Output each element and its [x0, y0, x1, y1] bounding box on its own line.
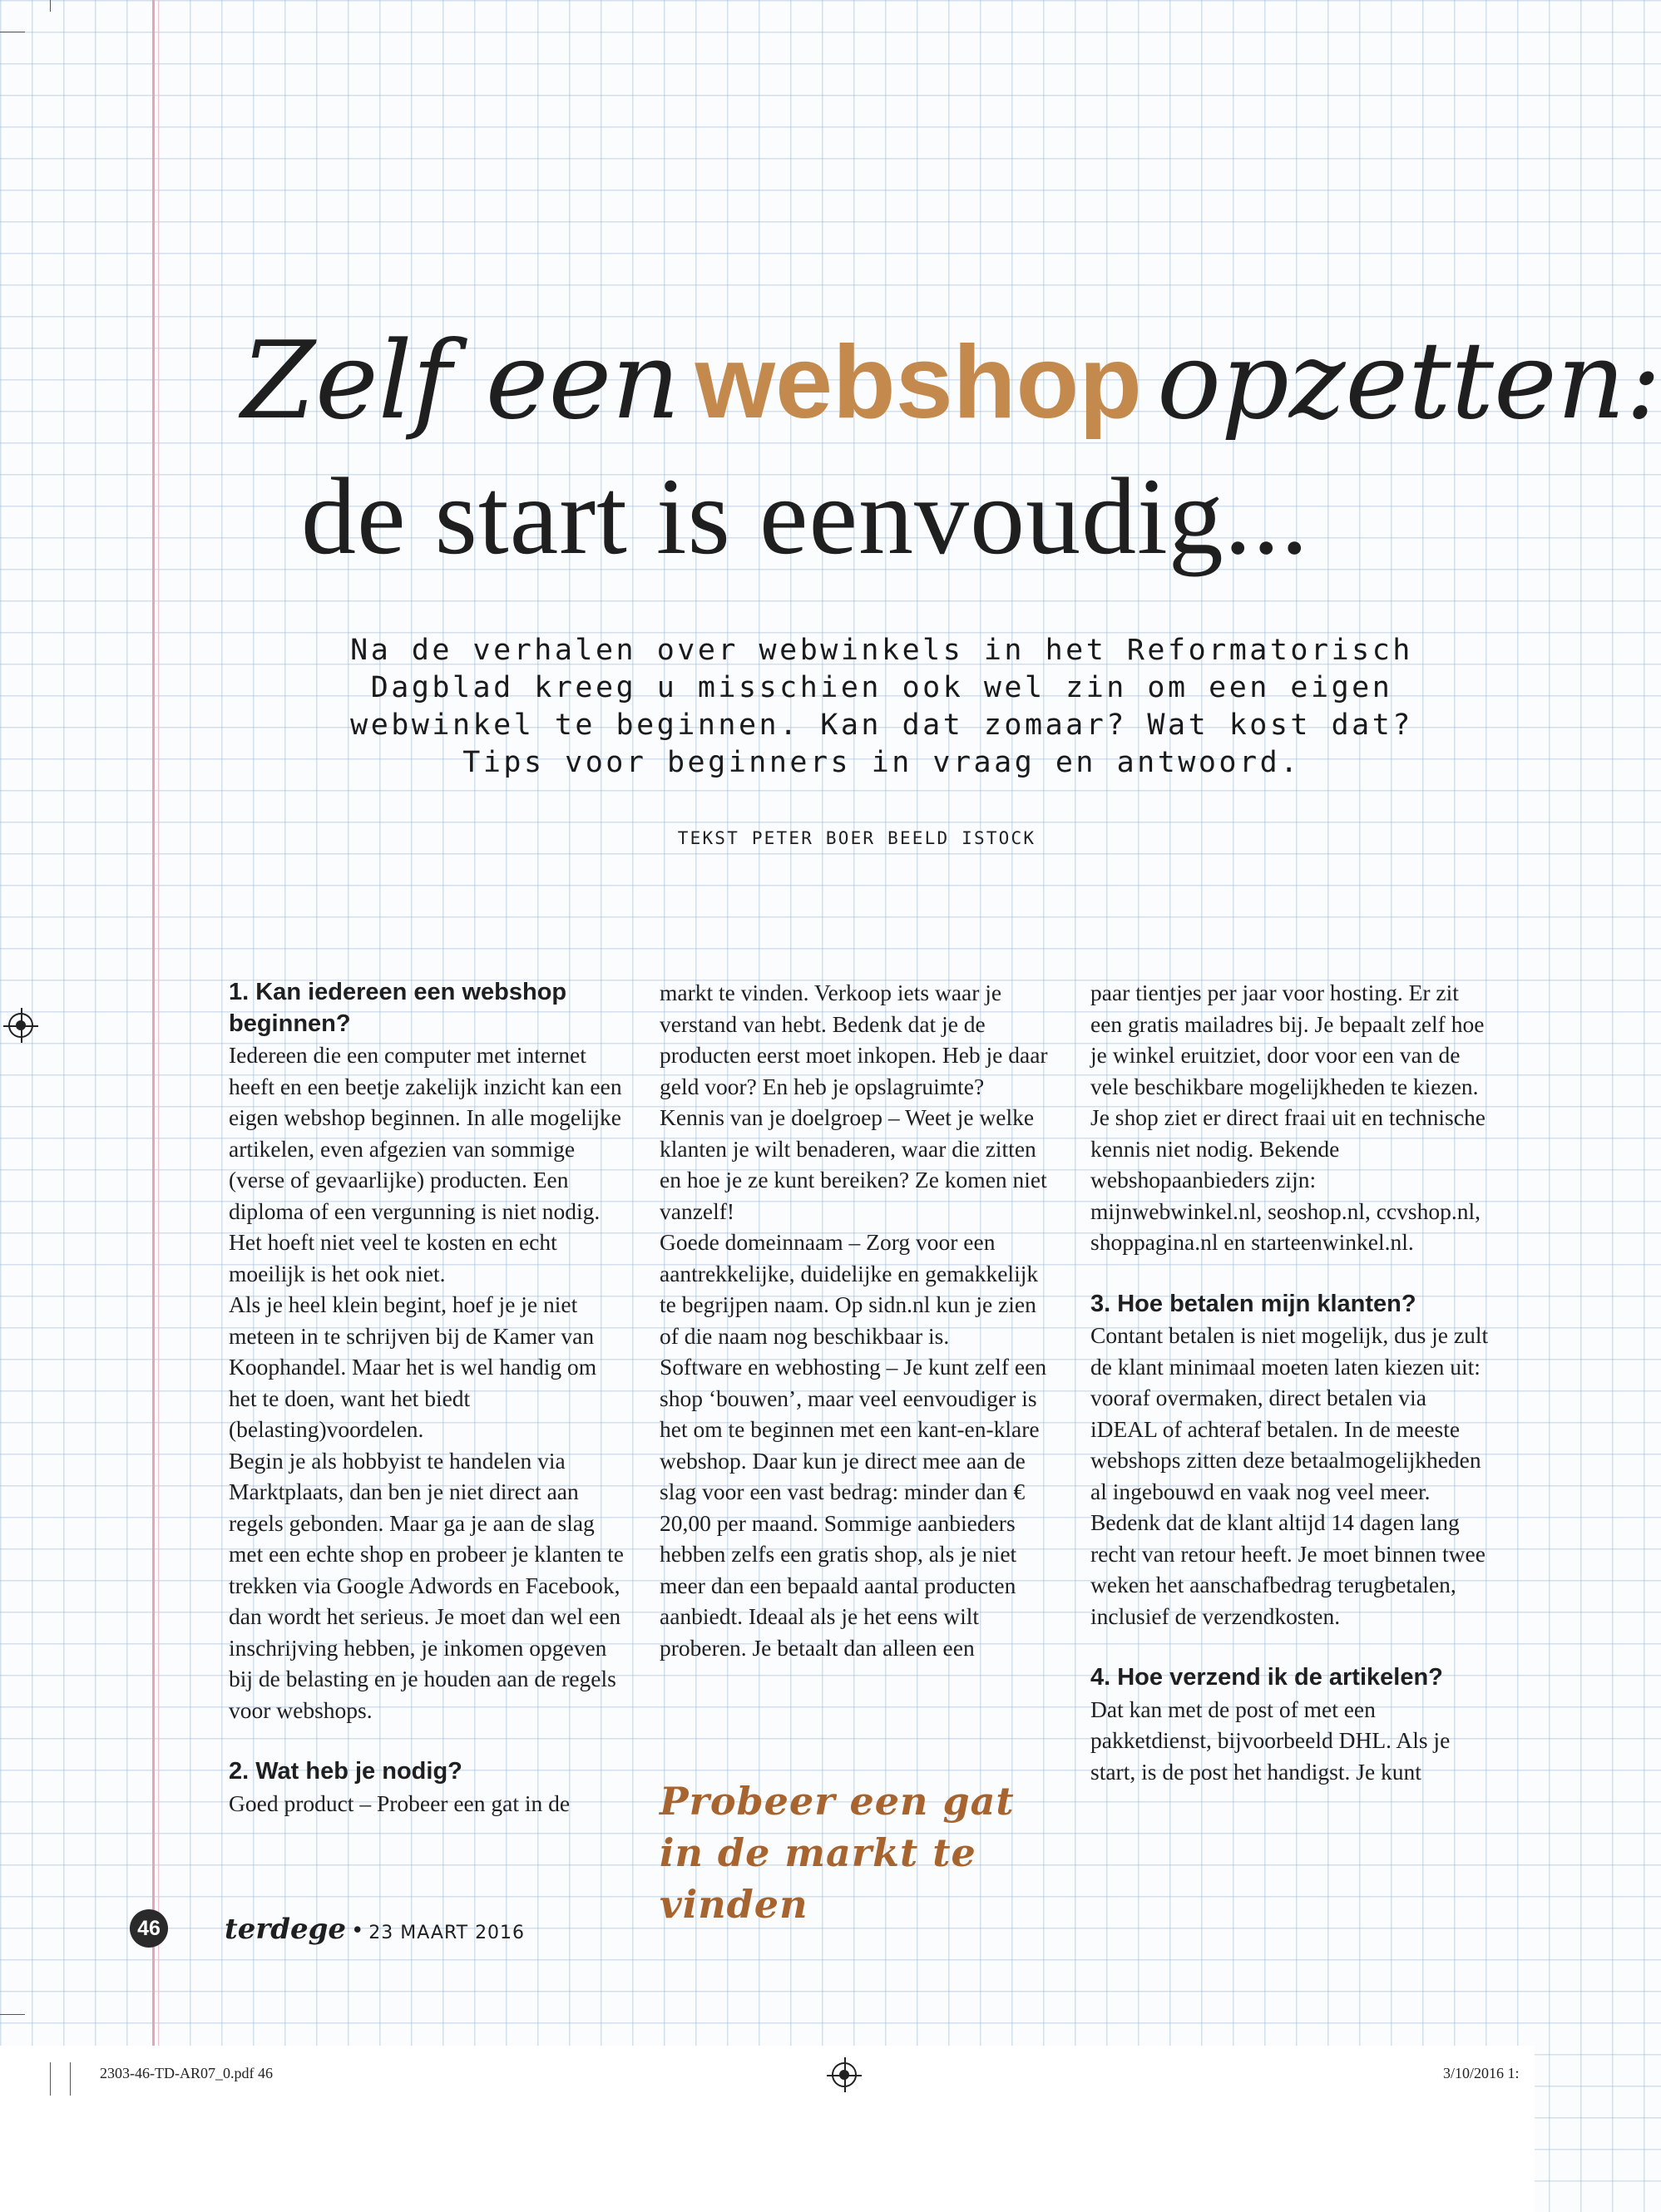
question-2-paragraph-6: paar tientjes per jaar voor hosting. Er zit een gratis mailadres bij. Je bepaalt zelf hoe je winkel eruitziet, door voor een van de vele beschikbare mogelijkheden te kiezen. Je shop ziet er direct fraai uit en technische kennis niet nodig. Bekende webshopaanbieders zijn: mijnwebwinkel.nl, seoshop.nl, ccvshop.nl, shoppagina.nl en starteenwinkel.nl. [1090, 980, 1486, 1255]
article-column-3 [1090, 977, 1490, 1787]
question-1-heading: 1. Kan iedereen een webshop beginnen? [229, 979, 567, 1037]
question-2-heading: 2. Wat heb je nodig? [229, 1758, 462, 1785]
article-credit: TEKST PETER BOER BEELD ISTOCK [677, 828, 1036, 848]
crop-mark [50, 2062, 51, 2096]
crop-mark [0, 2014, 25, 2015]
page-number-badge: 46 [130, 1909, 168, 1948]
article-column-2 [660, 977, 1059, 1663]
article-column-1 [229, 977, 628, 1819]
registration-mark-icon [8, 1013, 33, 1038]
notebook-margin-line [152, 0, 155, 2046]
question-2-paragraph-2: markt te vinden. Verkoop iets waar je verstand van hebt. Bedenk dat je de producten eerst moet inkopen. Heb je daar geld voor? En heb je opslagruimte? [660, 980, 1048, 1099]
crop-mark [50, 0, 51, 12]
headline-part-2: opzetten: [1156, 319, 1661, 443]
question-3-heading: 3. Hoe betalen mijn klanten? [1090, 1290, 1416, 1317]
headline-line-2: de start is eenvoudig... [301, 455, 1309, 577]
crop-mark [70, 2062, 71, 2096]
question-1-paragraph-1: Iedereen die een computer met internet heeft en een beetje zakelijk inzicht kan een eigen webshop beginnen. In alle mogelijke artikelen, even afgezien van sommige (verse of gevaarlijke) producten. Een diploma of een vergunning is niet nodig. Het hoeft niet veel te kosten en echt moeilijk is het ook niet. [229, 1042, 622, 1286]
folio-separator: • [353, 1914, 363, 1944]
pull-quote: Probeer een gat in de markt te vinden [660, 1779, 1015, 1927]
folio [225, 1913, 525, 1946]
headline-part-1: Zelf een [241, 319, 680, 443]
magazine-name: terdege [225, 1913, 347, 1946]
registration-mark-icon [832, 2062, 857, 2087]
question-4-heading: 4. Hoe verzend ik de artikelen? [1090, 1664, 1443, 1691]
headline-line-1 [241, 319, 1661, 443]
issue-date: 23 MAART 2016 [368, 1923, 526, 1943]
question-1-paragraph-3: Begin je als hobbyist te handelen via Marktplaats, dan ben je niet direct aan regels gebonden. Maar ga je aan de slag met een echte shop en probeer je klanten te trekken via Google Adwords en Facebook, dan wordt het serieus. Je moet dan wel een inschrijving hebben, je inkomen opgeven bij de belasting en je houden aan de regels voor webshops. [229, 1447, 624, 1723]
question-3-paragraph: Contant betalen is niet mogelijk, dus je zult de klant minimaal moeten laten kiezen uit: vooraf overmaken, direct betalen via iDEAL of achteraf betalen. In de meeste webshops zitten deze betaalmogelijkheden al ingebouwd en vaak nog veel meer. Bedenk dat de klant altijd 14 dagen lang recht van retour heeft. Je moet binnen twee weken het aanschafbedrag terugbetalen, inclusief de verzendkosten. [1090, 1322, 1489, 1629]
question-2-paragraph-5: Software en webhosting – Je kunt zelf een shop ‘bouwen’, maar veel eenvoudiger is het om te beginnen met een kant-en-klare webshop. Daar kun je direct mee aan de slag voor een vast bedrag: minder dan € 20,00 per maand. Sommige aanbieders hebben zelfs een gratis shop, als je niet meer dan een bepaald aantal producten aanbiedt. Ideaal als je het eens wilt proberen. Je betaalt dan alleen een [660, 1354, 1047, 1661]
print-slug-date: 3/10/2016 1: [1443, 2065, 1520, 2081]
question-1-paragraph-2: Als je heel klein begint, hoef je je niet meteen in te schrijven bij de Kamer van Koophandel. Maar het is wel handig om het te doen, want het biedt (belasting)voordelen. [229, 1291, 597, 1442]
question-2-paragraph-1: Goed product – Probeer een gat in de [229, 1790, 571, 1816]
headline-highlight: webshop [695, 325, 1142, 440]
question-2-paragraph-4: Goede domeinnaam – Zorg voor een aantrekkelijke, duidelijke en gemakkelijk te begrijpen naam. Op sidn.nl kun je zien of die naam nog beschikbaar is. [660, 1229, 1039, 1349]
print-slug-filename: 2303-46-TD-AR07_0.pdf 46 [100, 2065, 273, 2081]
question-2-paragraph-3: Kennis van je doelgroep – Weet je welke klanten je wilt benaderen, waar die zitten en hoe je ze kunt bereiken? Ze komen niet vanzelf! [660, 1104, 1047, 1224]
notebook-margin-line-secondary [158, 0, 159, 2046]
question-4-paragraph: Dat kan met de post of met een pakketdienst, bijvoorbeeld DHL. Als je start, is de post het handigst. Je kunt [1090, 1696, 1451, 1785]
intro-paragraph: Na de verhalen over webwinkels in het Reformatorisch Dagblad kreeg u misschien ook wel zin om een eigen webwinkel te beginnen. Kan dat zomaar? Wat kost dat? Tips voor beginners in vraag en antwoord. [350, 634, 1413, 779]
